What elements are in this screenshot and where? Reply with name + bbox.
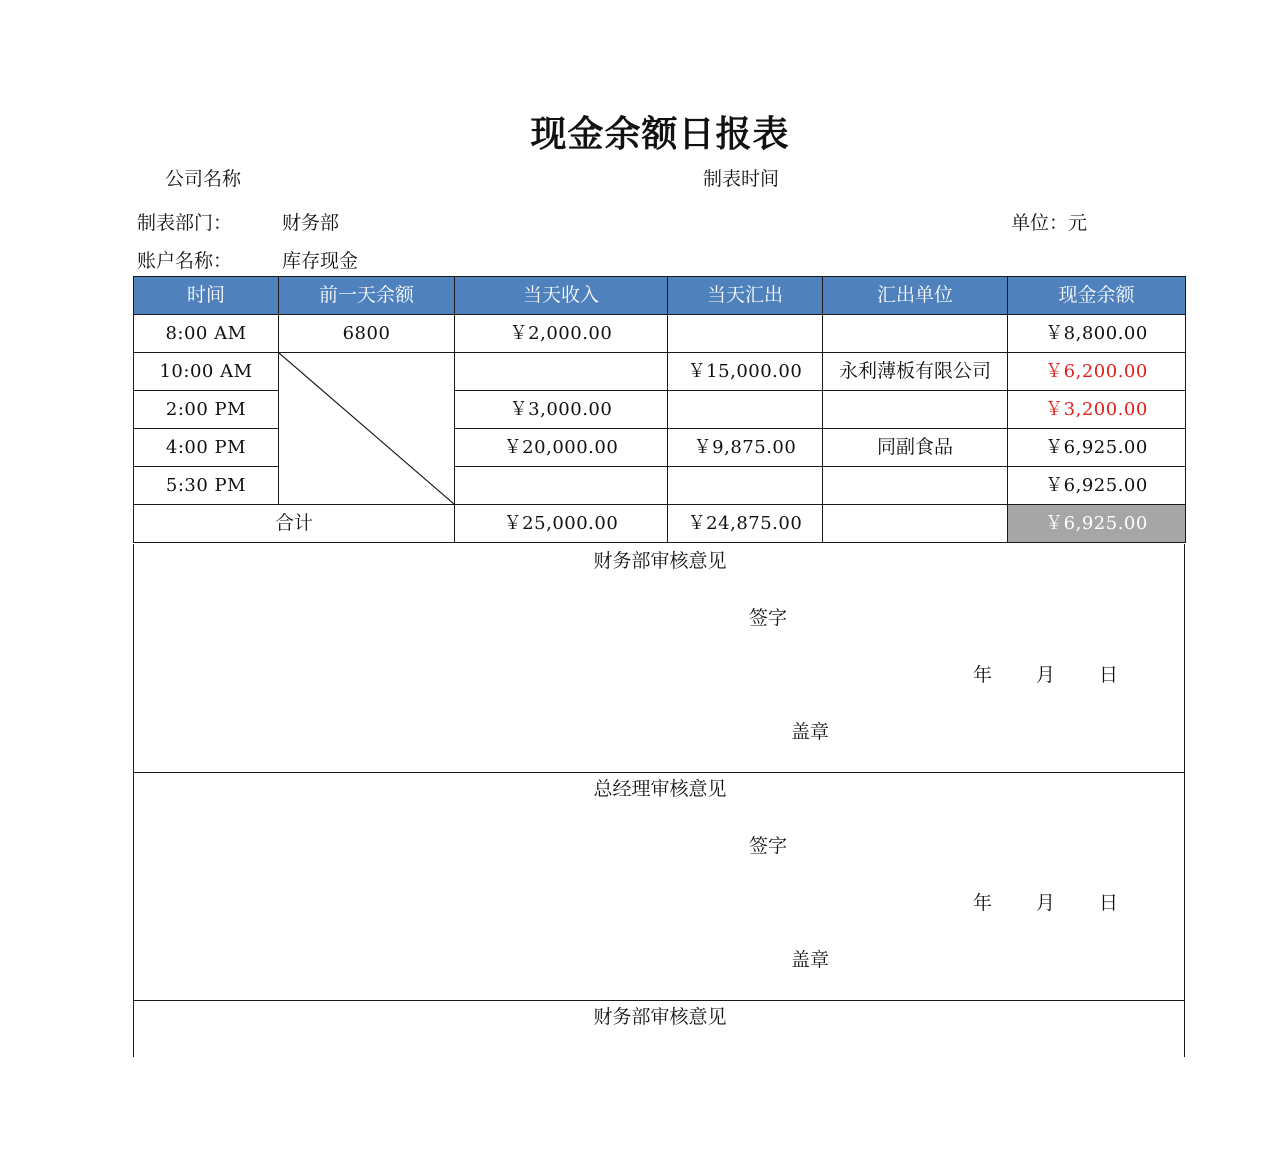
sign-label: 签字 [749, 835, 788, 857]
cell-outflow[interactable]: ￥15,000.00 [668, 353, 823, 391]
table-row [134, 315, 1186, 353]
header-income: 当天收入 [455, 277, 668, 315]
finance-review-section-2[interactable] [133, 1000, 1185, 1057]
cell-income[interactable] [455, 467, 668, 505]
header-balance: 现金余额 [1008, 277, 1186, 315]
account-label: 账户名称： [137, 250, 233, 272]
gm-review-section[interactable] [133, 772, 1185, 1001]
stamp-label: 盖章 [791, 721, 830, 743]
total-payee[interactable] [823, 505, 1008, 543]
cell-balance[interactable]: ￥6,925.00 [1008, 467, 1186, 505]
header-payee: 汇出单位 [823, 277, 1008, 315]
year-label: 年 [973, 664, 993, 686]
department-value: 财务部 [282, 212, 340, 234]
cell-time[interactable]: 4:00 PM [134, 429, 279, 467]
cell-payee[interactable]: 同副食品 [823, 429, 1008, 467]
stamp-label: 盖章 [791, 949, 830, 971]
total-balance[interactable]: ￥6,925.00 [1008, 505, 1186, 543]
cell-outflow[interactable] [668, 467, 823, 505]
table-total-row [134, 505, 1186, 543]
cash-balance-table [133, 276, 1186, 543]
cell-payee[interactable] [823, 315, 1008, 353]
cell-balance[interactable]: ￥8,800.00 [1008, 315, 1186, 353]
cell-prev-balance[interactable]: 6800 [279, 315, 455, 353]
cell-income[interactable]: ￥3,000.00 [455, 391, 668, 429]
report-date-label: 制表时间 [703, 168, 780, 190]
cell-time[interactable]: 10:00 AM [134, 353, 279, 391]
cell-time[interactable]: 2:00 PM [134, 391, 279, 429]
year-label: 年 [973, 892, 993, 914]
table-row [134, 353, 1186, 391]
review-title: 财务部审核意见 [593, 550, 727, 572]
cell-time[interactable]: 5:30 PM [134, 467, 279, 505]
total-label[interactable]: 合计 [134, 505, 455, 543]
header-outflow: 当天汇出 [668, 277, 823, 315]
review-title: 总经理审核意见 [593, 778, 727, 800]
review-title: 财务部审核意见 [593, 1006, 727, 1028]
day-label: 日 [1099, 664, 1119, 686]
account-value: 库存现金 [282, 250, 359, 272]
cell-income[interactable]: ￥2,000.00 [455, 315, 668, 353]
unit-label: 单位：元 [1011, 212, 1088, 234]
month-label: 月 [1036, 664, 1056, 686]
cell-income[interactable] [455, 353, 668, 391]
cell-payee[interactable] [823, 467, 1008, 505]
cell-balance[interactable]: ￥6,200.00 [1008, 353, 1186, 391]
cell-outflow[interactable]: ￥9,875.00 [668, 429, 823, 467]
table-header-row [134, 277, 1186, 315]
header-prev-balance: 前一天余额 [279, 277, 455, 315]
report-title: 现金余额日报表 [530, 114, 790, 155]
diagonal-line [279, 353, 454, 504]
cell-time[interactable]: 8:00 AM [134, 315, 279, 353]
cell-prev-balance-merged[interactable] [279, 353, 455, 505]
cell-income[interactable]: ￥20,000.00 [455, 429, 668, 467]
cell-balance[interactable]: ￥3,200.00 [1008, 391, 1186, 429]
cell-outflow[interactable] [668, 315, 823, 353]
sign-label: 签字 [749, 607, 788, 629]
cell-payee[interactable]: 永利薄板有限公司 [823, 353, 1008, 391]
cell-outflow[interactable] [668, 391, 823, 429]
header-time: 时间 [134, 277, 279, 315]
department-label: 制表部门： [137, 212, 233, 234]
company-name-label: 公司名称 [165, 168, 242, 190]
cell-payee[interactable] [823, 391, 1008, 429]
month-label: 月 [1036, 892, 1056, 914]
cell-balance[interactable]: ￥6,925.00 [1008, 429, 1186, 467]
total-income[interactable]: ￥25,000.00 [455, 505, 668, 543]
finance-review-section[interactable] [133, 544, 1185, 773]
day-label: 日 [1099, 892, 1119, 914]
total-outflow[interactable]: ￥24,875.00 [668, 505, 823, 543]
